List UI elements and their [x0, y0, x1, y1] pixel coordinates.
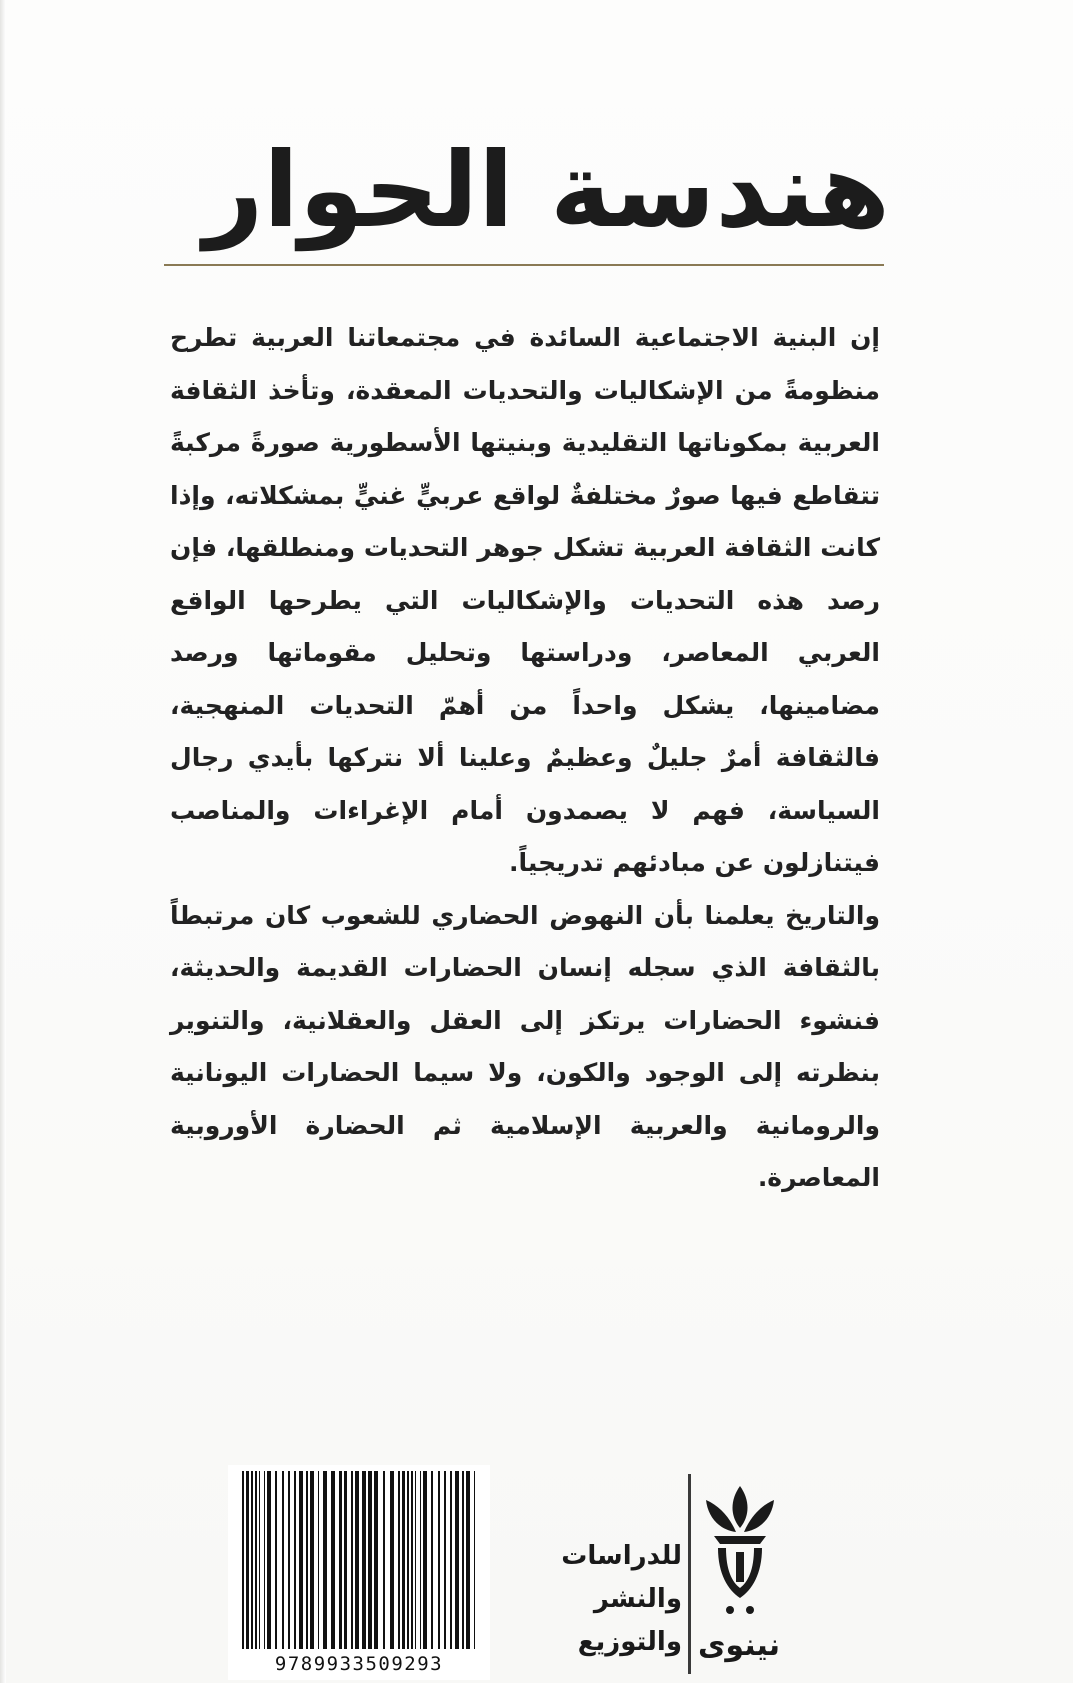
barcode-bar: [402, 1471, 405, 1649]
barcode-bar: [310, 1471, 314, 1649]
barcode-bar: [362, 1471, 366, 1649]
barcode-bar: [255, 1471, 257, 1649]
barcode-bar: [246, 1471, 249, 1649]
barcode-bar: [455, 1471, 459, 1649]
blurb: [170, 312, 880, 1205]
barcode-bar: [299, 1471, 303, 1649]
publisher-line-3: والتوزيع: [577, 1627, 682, 1657]
barcode-bar: [267, 1471, 271, 1649]
title-rule: [164, 264, 884, 266]
barcode-bar: [415, 1471, 416, 1649]
barcode-bar: [462, 1471, 464, 1649]
barcode-bar: [259, 1471, 260, 1649]
barcode-bar: [344, 1471, 347, 1649]
book-title: هندسة الحوار: [203, 129, 890, 251]
barcode-bar: [323, 1471, 327, 1649]
barcode-bar: [282, 1471, 284, 1649]
blurb-paragraph-2: والتاريخ يعلمنا بأن النهوض الحضاري للشعوب كان مرتبطاً بالثقافة الذي سجله إنسان الحضارات القديمة والحديثة، فنشوء الحضارات يرتكز إلى العقل والعقلانية، والتنوير بنظرته إلى الوجود والكون، ولا سيما الحضارات اليونانية والرومانية والعربية الإسلامية ثم الحضارة الأوروبية المعاصرة.: [170, 900, 880, 1192]
lotus-emblem-icon: [700, 1478, 780, 1628]
barcode-bar: [275, 1471, 277, 1649]
barcode-bar: [368, 1471, 372, 1649]
publisher-tagline: [540, 1535, 682, 1664]
barcode-bar: [264, 1471, 265, 1649]
barcode-bar: [390, 1471, 394, 1649]
barcode-bar: [398, 1471, 400, 1649]
barcode-bar: [294, 1471, 296, 1649]
barcode-bars: [228, 1465, 490, 1653]
barcode-bar: [431, 1471, 433, 1649]
publisher-divider: [688, 1474, 691, 1674]
barcode-bar: [355, 1471, 359, 1649]
barcode-bar: [450, 1471, 452, 1649]
barcode-bar: [242, 1471, 244, 1649]
barcode-bar: [383, 1471, 385, 1649]
barcode-bar: [423, 1471, 427, 1649]
barcode-bar: [466, 1471, 470, 1649]
publisher-logo-name: نينوى: [697, 1628, 780, 1663]
barcode-bar: [407, 1471, 409, 1649]
isbn-number: 9789933509293: [274, 1653, 444, 1675]
barcode-bar: [411, 1471, 413, 1649]
barcode-bar: [351, 1471, 353, 1649]
barcode-bar: [374, 1471, 378, 1649]
barcode-bar: [339, 1471, 342, 1649]
page-edge: [0, 0, 6, 1683]
barcode-bar: [306, 1471, 308, 1649]
barcode-bar: [251, 1471, 253, 1649]
blurb-paragraph-1: إن البنية الاجتماعية السائدة في مجتمعاتنا العربية تطرح منظومةً من الإشكاليات والتحديات المعقدة، وتأخذ الثقافة العربية بمكوناتها التقليدية وبنيتها الأسطورية صورةً مركبةً تتقاطع فيها صورٌ مختلفةٌ لواقع عربيٍّ غنيٍّ بمشكلاته، وإذا كانت الثقافة العربية تشكل جوهر التحديات ومنطلقها، فإن رصد هذه التحديات والإشكاليات التي يطرحها الواقع العربي المعاصر، ودراستها وتحليل مقوماتها ورصد مضامينها، يشكل واحداً من أهمّ التحديات المنهجية، فالثقافة أمرٌ جليلٌ وعظيمٌ وعلينا ألا نتركها بأيدي رجال السياسة، فهم لا يصمدون أمام الإغراءات والمناصب فيتنازلون عن مبادئهم تدريجياً.: [170, 323, 880, 877]
barcode-bar: [438, 1471, 440, 1649]
barcode-bar: [444, 1471, 446, 1649]
barcode: [228, 1465, 490, 1680]
barcode-bar: [318, 1471, 319, 1649]
barcode-bar: [288, 1471, 290, 1649]
publisher-line-2: والنشر: [593, 1584, 682, 1614]
barcode-bar: [420, 1471, 421, 1649]
publisher-line-1: للدراسات: [561, 1541, 682, 1571]
barcode-bar: [331, 1471, 335, 1649]
barcode-bar: [474, 1471, 475, 1649]
